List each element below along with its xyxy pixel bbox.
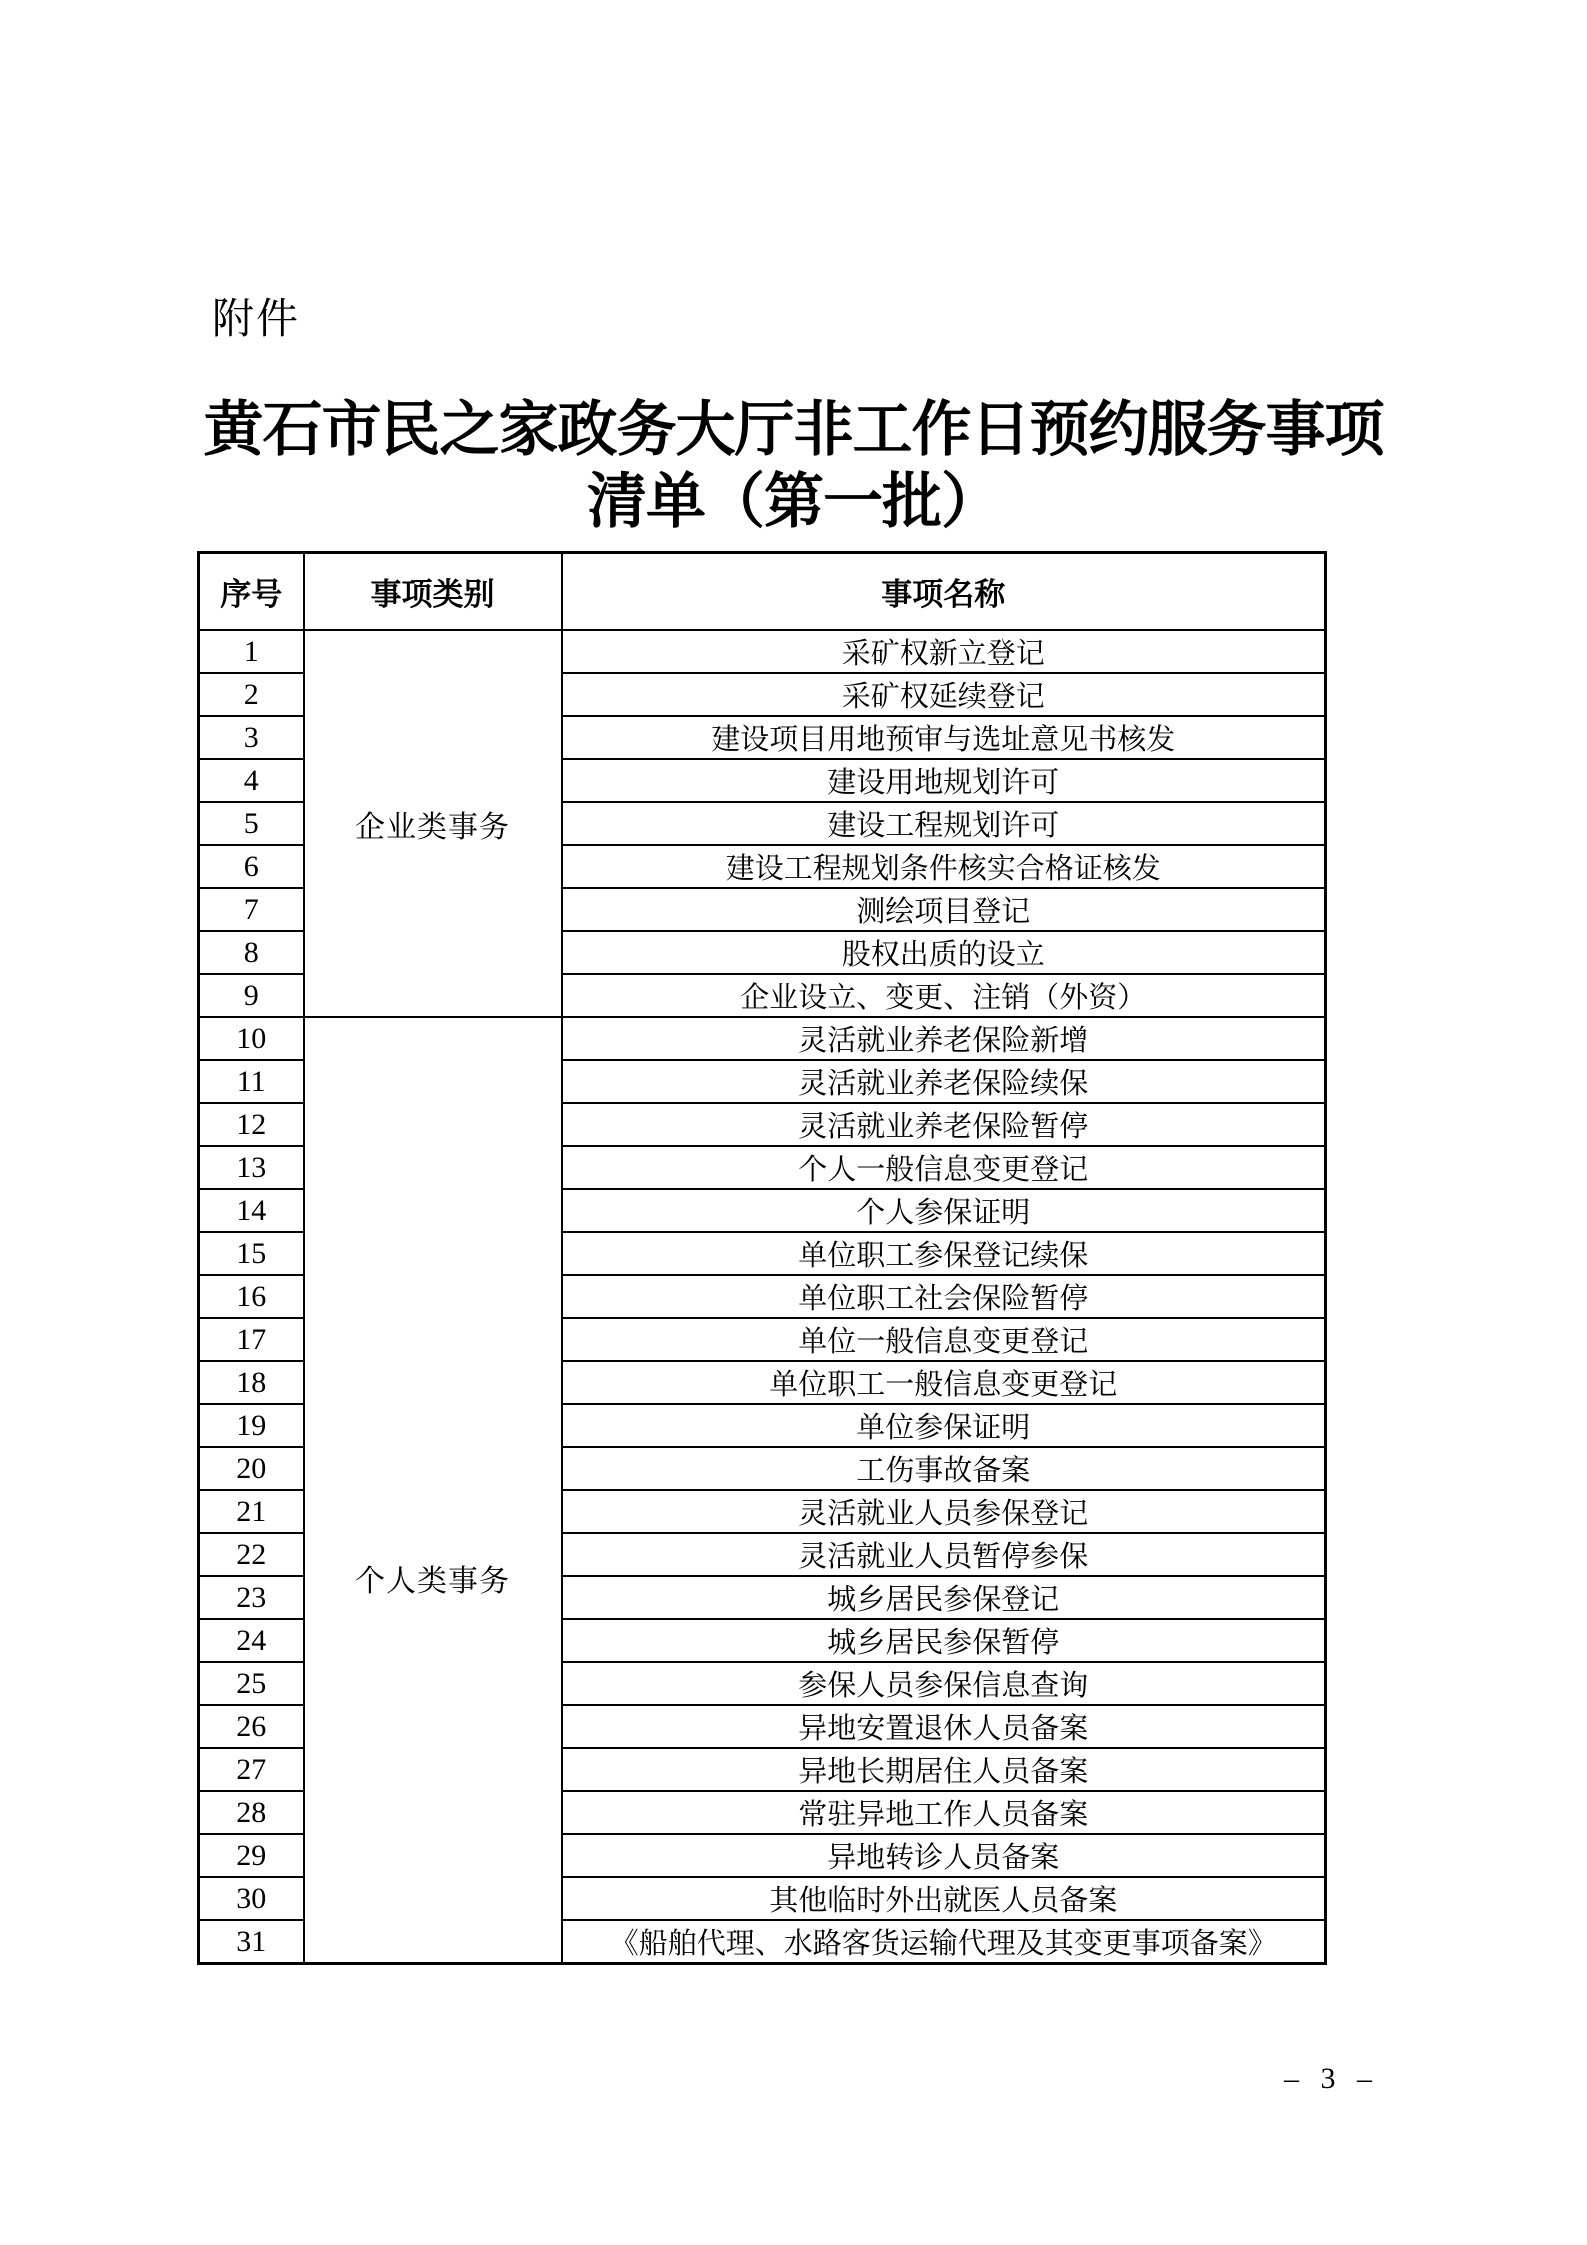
row-number-cell: 5 <box>199 802 304 845</box>
table-header-row <box>199 553 1326 631</box>
row-number-cell: 30 <box>199 1877 304 1920</box>
page-number: – 3 – <box>1284 2062 1372 2095</box>
page-title-line1: 黄石市民之家政务大厅非工作日预约服务事项 <box>203 397 1384 463</box>
item-name-cell: 工伤事故备案 <box>562 1447 1326 1490</box>
item-name-cell: 常驻异地工作人员备案 <box>562 1791 1326 1834</box>
header-serial-number: 序号 <box>199 553 304 631</box>
table-row <box>199 630 1326 673</box>
item-name-cell: 其他临时外出就医人员备案 <box>562 1877 1326 1920</box>
item-name-cell: 建设项目用地预审与选址意见书核发 <box>562 716 1326 759</box>
row-number-cell: 9 <box>199 974 304 1017</box>
item-name-cell: 建设工程规划许可 <box>562 802 1326 845</box>
page-title <box>0 394 1587 538</box>
item-name-cell: 采矿权延续登记 <box>562 673 1326 716</box>
item-name-cell: 灵活就业人员暂停参保 <box>562 1533 1326 1576</box>
row-number-cell: 19 <box>199 1404 304 1447</box>
row-number-cell: 10 <box>199 1017 304 1060</box>
item-name-cell: 参保人员参保信息查询 <box>562 1662 1326 1705</box>
item-name-cell: 单位职工一般信息变更登记 <box>562 1361 1326 1404</box>
table-row <box>199 1017 1326 1060</box>
row-number-cell: 8 <box>199 931 304 974</box>
row-number-cell: 28 <box>199 1791 304 1834</box>
item-name-cell: 城乡居民参保登记 <box>562 1576 1326 1619</box>
row-number-cell: 18 <box>199 1361 304 1404</box>
item-name-cell: 单位一般信息变更登记 <box>562 1318 1326 1361</box>
row-number-cell: 21 <box>199 1490 304 1533</box>
row-number-cell: 29 <box>199 1834 304 1877</box>
item-name-cell: 建设用地规划许可 <box>562 759 1326 802</box>
row-number-cell: 15 <box>199 1232 304 1275</box>
item-name-cell: 测绘项目登记 <box>562 888 1326 931</box>
item-name-cell: 采矿权新立登记 <box>562 630 1326 673</box>
row-number-cell: 24 <box>199 1619 304 1662</box>
item-name-cell: 单位参保证明 <box>562 1404 1326 1447</box>
attachment-label: 附件 <box>212 295 301 342</box>
item-name-cell: 灵活就业养老保险新增 <box>562 1017 1326 1060</box>
row-number-cell: 26 <box>199 1705 304 1748</box>
row-number-cell: 31 <box>199 1920 304 1964</box>
row-number-cell: 7 <box>199 888 304 931</box>
row-number-cell: 14 <box>199 1189 304 1232</box>
row-number-cell: 1 <box>199 630 304 673</box>
row-number-cell: 11 <box>199 1060 304 1103</box>
page-title-line2: 清单（第一批） <box>587 469 1000 535</box>
row-number-cell: 23 <box>199 1576 304 1619</box>
item-name-cell: 灵活就业人员参保登记 <box>562 1490 1326 1533</box>
row-number-cell: 12 <box>199 1103 304 1146</box>
header-item-category: 事项类别 <box>304 553 562 631</box>
item-name-cell: 个人参保证明 <box>562 1189 1326 1232</box>
row-number-cell: 3 <box>199 716 304 759</box>
row-number-cell: 17 <box>199 1318 304 1361</box>
row-number-cell: 25 <box>199 1662 304 1705</box>
item-name-cell: 单位职工社会保险暂停 <box>562 1275 1326 1318</box>
row-number-cell: 22 <box>199 1533 304 1576</box>
item-name-cell: 灵活就业养老保险续保 <box>562 1060 1326 1103</box>
item-name-cell: 个人一般信息变更登记 <box>562 1146 1326 1189</box>
item-name-cell: 股权出质的设立 <box>562 931 1326 974</box>
item-name-cell: 异地安置退休人员备案 <box>562 1705 1326 1748</box>
item-name-cell: 灵活就业养老保险暂停 <box>562 1103 1326 1146</box>
item-name-cell: 建设工程规划条件核实合格证核发 <box>562 845 1326 888</box>
row-number-cell: 20 <box>199 1447 304 1490</box>
row-number-cell: 4 <box>199 759 304 802</box>
row-number-cell: 2 <box>199 673 304 716</box>
table-body <box>199 630 1326 1964</box>
item-name-cell: 单位职工参保登记续保 <box>562 1232 1326 1275</box>
row-number-cell: 6 <box>199 845 304 888</box>
row-number-cell: 27 <box>199 1748 304 1791</box>
row-number-cell: 16 <box>199 1275 304 1318</box>
item-name-cell: 异地转诊人员备案 <box>562 1834 1326 1877</box>
row-number-cell: 13 <box>199 1146 304 1189</box>
item-name-cell: 异地长期居住人员备案 <box>562 1748 1326 1791</box>
item-name-cell: 城乡居民参保暂停 <box>562 1619 1326 1662</box>
service-items-table <box>197 551 1327 1965</box>
category-cell: 个人类事务 <box>304 1017 562 1964</box>
item-name-cell: 企业设立、变更、注销（外资） <box>562 974 1326 1017</box>
item-name-cell: 《船舶代理、水路客货运输代理及其变更事项备案》 <box>562 1920 1326 1964</box>
header-item-name: 事项名称 <box>562 553 1326 631</box>
category-cell: 企业类事务 <box>304 630 562 1017</box>
